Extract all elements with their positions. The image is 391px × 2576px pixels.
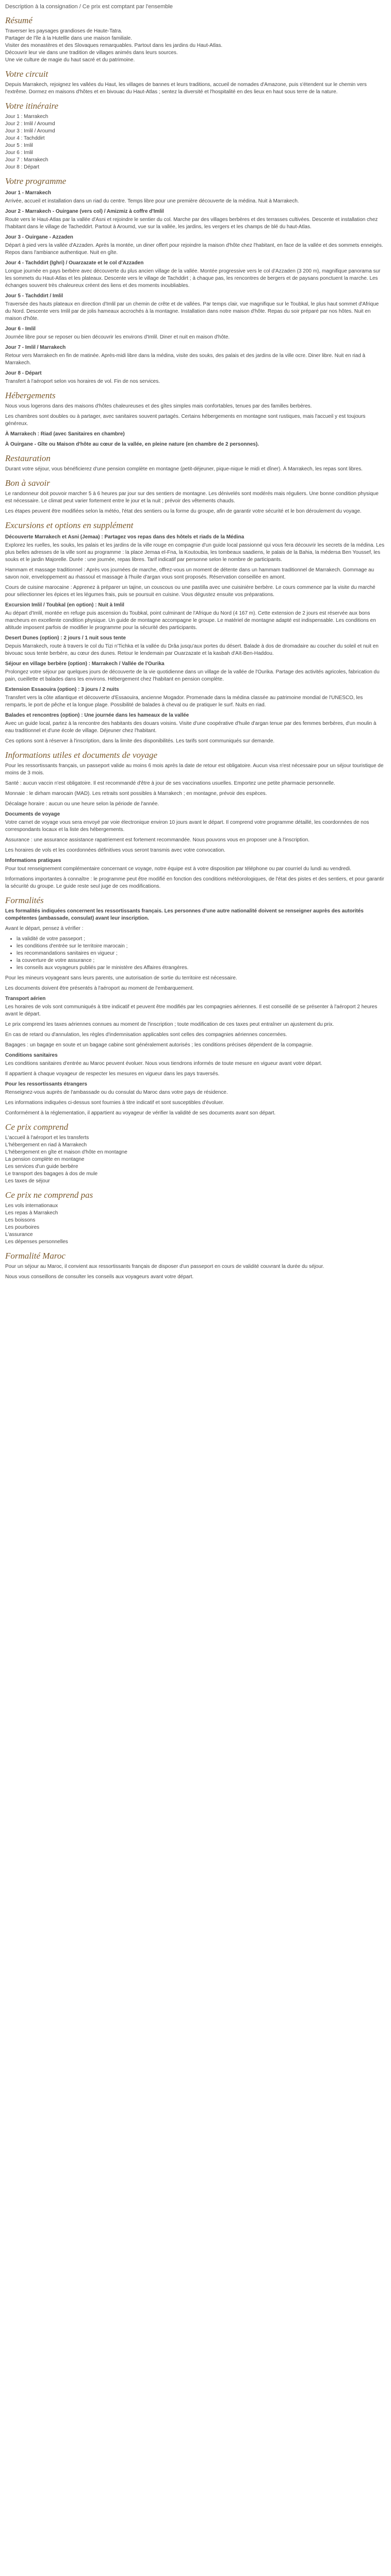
itineraire-item: Jour 7 : Marrakech [5, 157, 48, 163]
prix-comprend-item: L'hébergement en riad à Marrakech [5, 1142, 87, 1148]
programme-title: Votre programme [5, 176, 67, 186]
formalites-list-item: • les conditions d'entrée sur le territoire marocain ; [17, 943, 386, 950]
hebergements-section [5, 391, 386, 448]
formalites-list-item: • les conseils aux voyageurs publiés par le ministère des Affaires étrangères. [17, 964, 386, 972]
day-title: Jour 6 - Imlil [5, 326, 36, 332]
restauration-paragraph: Durant votre séjour, vous bénéficierez d'une pension complète en montagne (petit-déjeuner, pique-nique le midi et dîner). À Marrakech, les repas sont libres. [5, 466, 363, 472]
documents-paragraph: Les horaires de vols et les coordonnées définitives vous seront transmis avec votre convocation. [5, 848, 225, 853]
documents-paragraph: Votre carnet de voyage vous sera envoyé par voie électronique environ 10 jours avant le départ. Il comprend votre programme détaillé, les coordonnées de nos correspondants locaux et la liste des hébergements. [5, 820, 369, 833]
day-paragraph: Départ à pied vers la vallée d'Azzaden. Après la montée, un diner offert pour rejoindre la maison d'hôte chez l'habitant, en face de la vallée et des sommets enneigés. Repos dans l'ambiance authentique. Nuit en gîte. [5, 243, 383, 256]
excursions-section [5, 520, 386, 745]
formalites-after-paragraph: Les documents doivent être présentés à l'aéroport au moment de l'embarquement. [5, 986, 194, 991]
formalites-list-intro: Avant le départ, pensez à vérifier : [5, 926, 84, 931]
itineraire-item: Jour 6 : Imlil [5, 150, 33, 156]
bon-a-savoir-paragraph: Les étapes peuvent être modifiées selon la météo, l'état des sentiers ou la forme du groupe, afin de garantir votre sécurité et le bon déroulement du voyage. [5, 509, 362, 514]
excursion-balade-paragraph: Ces options sont à réserver à l'inscription, dans la limite des disponibilités. Les tarifs sont communiqués sur demande. [5, 738, 275, 744]
informations-paragraph: Monnaie : le dirham marocain (MAD). Les retraits sont possibles à Marrakech ; en montagne, prévoir des espèces. [5, 791, 267, 796]
documents-paragraph: Assurance : une assurance assistance rapatriement est fortement recommandée. Nous pouvons vous en proposer une à l'inscription. [5, 837, 310, 843]
prix-comprend-item: La pension complète en montagne [5, 1157, 85, 1162]
excursion-essaouira-title: Extension Essaouira (option) : 3 jours / 2 nuits [5, 687, 119, 692]
itineraire-item: Jour 4 : Tachddirt [5, 135, 45, 141]
prix-non-comprend-item: Les pourboires [5, 1225, 40, 1230]
excursions-paragraph: Hammam et massage traditionnel : Après vos journées de marche, offrez-vous un moment de détente dans un hammam traditionnel de Marrakech. Gommage au savon noir, enveloppement au rhassoul et massage à l'huile d'argan vous sont proposés. Réservation conseillée en amont. [5, 567, 374, 580]
restauration-title: Restauration [5, 453, 51, 463]
prix-comprend-item: L'hébergement en gîte et maison d'hôte en montagne [5, 1149, 127, 1155]
formalite-maroc-section [5, 1251, 386, 1281]
etrangers-paragraph: Renseignez-vous auprès de l'ambassade ou du consulat du Maroc dans votre pays de résidence. [5, 1090, 228, 1095]
transport-paragraph: Le prix comprend les taxes aériennes connues au moment de l'inscription ; toute modification de ces taxes peut entraîner un ajustement du prix. [5, 1022, 334, 1027]
prix-comprend-item: Les services d'un guide berbère [5, 1164, 78, 1170]
circuit-section [5, 69, 386, 96]
prix-non-comprend-item: Les vols internationaux [5, 1203, 58, 1209]
day-title: Jour 5 - Tachddirt / Imlil [5, 293, 63, 299]
formalite-maroc-paragraph: Nous vous conseillons de consulter les conseils aux voyageurs avant votre départ. [5, 1274, 194, 1280]
excursions-intro: Découverte Marrakech et Asni (Jemaa) : Partagez vos repas dans des hôtels et riads de la Médina [5, 534, 245, 540]
excursion-circuit-title: Excursion Imlil / Toubkal (en option) : Nuit à Imlil [5, 602, 124, 608]
hebergements-paragraph: À Ouirgane - Gîte ou Maison d'hôte au cœur de la vallée, en pleine nature (en chambre de 2 personnes). [5, 442, 259, 447]
excursions-paragraph: Explorez les ruelles, les souks, les palais et les jardins de la ville rouge en compagnie d'un guide local passionné qui vous fera découvrir les secrets de la médina. Les plus belles adresses de la ville sont au programme : la place Jemaa el-Fna, la Koutoubia, les tombeaux saadiens, le palais de la Bahia, la médersa Ben Youssef, les souks et le jardin Majorelle. Durée : une journée, repas libres. Tarif indicatif par personne selon le nombre de participants. [5, 543, 385, 563]
day-title: Jour 1 - Marrakech [5, 190, 51, 196]
informations-paragraph: Décalage horaire : aucun ou une heure selon la période de l'année. [5, 801, 159, 807]
itineraire-section [5, 101, 386, 171]
excursion-balade-title: Balades et rencontres (option) : Une journée dans les hameaux de la vallée [5, 713, 189, 718]
etrangers-title: Pour les ressortissants étrangers [5, 1081, 87, 1087]
formalites-list-item: • la couverture de votre assurance ; [17, 957, 386, 964]
prix-comprend-title: Ce prix comprend [5, 1122, 69, 1132]
info-pratiques-paragraph: Pour tout renseignement complémentaire concernant ce voyage, notre équipe est à votre disposition par téléphone ou par courriel du lundi au vendredi. [5, 866, 351, 872]
prix-non-comprend-item: Les repas à Marrakech [5, 1210, 58, 1216]
info-pratiques-paragraph: Informations importantes à connaître : le programme peut être modifié en fonction des conditions météorologiques, de l'état des pistes et des sentiers, et pour garantir la sécurité du groupe. Le guide reste seul juge de ces modifications. [5, 876, 384, 889]
day-title: Jour 7 - Imlil / Marrakech [5, 345, 66, 350]
bon-a-savoir-section [5, 478, 386, 515]
hebergements-title: Hébergements [5, 391, 56, 400]
formalite-maroc-paragraph: Pour un séjour au Maroc, il convient aux ressortissants français de disposer d'un passeport en cours de validité couvrant la durée du séjour. [5, 1264, 324, 1269]
excursions-title: Excursions et options en supplément [5, 520, 134, 530]
day-paragraph: Arrivée, accueil et installation dans un riad du centre. Temps libre pour une première découverte de la médina. Nuit à Marrakech. [5, 198, 299, 204]
itineraire-item: Jour 1 : Marrakech [5, 114, 48, 120]
prix-non-comprend-section [5, 1190, 386, 1246]
formalites-after-paragraph: Pour les mineurs voyageant sans leurs parents, une autorisation de sortie du territoire est nécessaire. [5, 975, 237, 981]
formalites-title: Formalités [5, 895, 44, 905]
informations-paragraph: Pour les ressortissants français, un passeport valide au moins 6 mois après la date de retour est obligatoire. Aucun visa n'est nécessaire pour un séjour touristique de moins de 3 mois. [5, 763, 384, 776]
excursion-extra-title: Desert Dunes (option) : 2 jours / 1 nuit sous tente [5, 635, 126, 641]
formalites-section [5, 895, 386, 1117]
excursion-village-title: Séjour en village berbère (option) : Marrakech / Vallée de l'Ourika [5, 661, 165, 667]
hebergements-paragraph: Les chambres sont doubles ou à partager, avec sanitaires souvent partagés. Certains hébergements en montagne sont rustiques, mais l'accueil y est toujours généreux. [5, 414, 366, 427]
day-paragraph: Retour vers Marrakech en fin de matinée. Après-midi libre dans la médina, visite des souks, des palais et des jardins de la ville ocre. Diner libre. Nuit en riad à Marrakech. [5, 353, 366, 366]
itineraire-item: Jour 3 : Imlil / Aroumd [5, 128, 55, 134]
formalites-final-paragraph: Les informations indiquées ci-dessus sont fournies à titre indicatif et sont susceptibles d'évoluer. [5, 1100, 224, 1106]
day-title: Jour 3 - Ouirgane - Azzaden [5, 234, 73, 240]
itineraire-title: Votre itinéraire [5, 101, 59, 111]
resume-line: Traverser les paysages grandioses de Haute-Tatra. [5, 28, 122, 34]
transport-title: Transport aérien [5, 996, 46, 1002]
itineraire-item: Jour 5 : Imlil [5, 143, 33, 148]
prix-non-comprend-item: L'assurance [5, 1232, 33, 1238]
day-paragraph: Transfert à l'aéroport selon vos horaires de vol. Fin de nos services. [5, 379, 160, 384]
restauration-section [5, 453, 386, 473]
sanitaire-paragraph: Il appartient à chaque voyageur de respecter les mesures en vigueur dans les pays traversés. [5, 1071, 220, 1077]
circuit-title: Votre circuit [5, 69, 48, 79]
informations-title: Informations utiles et documents de voyage [5, 750, 158, 760]
excursions-paragraph: Cours de cuisine marocaine : Apprenez à préparer un tajine, un couscous ou une pastilla avec une cuisinière berbère. Le cours commence par la visite du marché pour sélectionner les épices et les légumes frais, puis se poursuit en cuisine. Vous dégustez ensuite vos préparations. [5, 585, 376, 598]
documents-title: Documents de voyage [5, 811, 60, 817]
excursion-balade-paragraph: Avec un guide local, partez à la rencontre des habitants des douars voisins. Visite d'une coopérative d'huile d'argan tenue par des femmes berbères, d'un moulin à eau traditionnel et d'une école de village. Déjeuner chez l'habitant. [5, 721, 377, 734]
header-line: Description à la consignation / Ce prix est comptant par l'ensemble [5, 4, 173, 10]
hebergements-paragraph: À Marrakech : Riad (avec Sanitaires en chambre) [5, 431, 125, 437]
informations-paragraph: Santé : aucun vaccin n'est obligatoire. Il est recommandé d'être à jour de ses vaccinations usuelles. Emportez une petite pharmacie personnelle. [5, 781, 335, 786]
day-paragraph: Route vers le Haut-Atlas par la vallée d'Asni et rejoindre le sentier du col. Marche par des villages berbères et des terrasses cultivées. Descente et installation chez l'habitant dans le village de Tacheddirt. Partout à Aroumd, vue sur la vallée, les jardins, les vergers et les champs de blé du haut-Atlas. [5, 217, 378, 230]
prix-comprend-item: Les taxes de séjour [5, 1178, 50, 1184]
prix-comprend-item: L'accueil à l'aéroport et les transferts [5, 1135, 89, 1141]
day-paragraph: Traversée des hauts plateaux en direction d'Imlil par un chemin de crête et de vallées. Par temps clair, vue magnifique sur le Toubkal, le plus haut sommet d'Afrique du Nord. Descente vers Imlil par de jolis hameaux accrochés à la montagne. Installation dans notre maison d'hôte. Repas du soir préparé par nos hôtes. Nuit en maison d'hôte. [5, 301, 379, 321]
resume-line: Partager de l'île à la Hutellle dans une maison familiale. [5, 36, 132, 41]
bon-a-savoir-paragraph: Le randonneur doit pouvoir marcher 5 à 6 heures par jour sur des sentiers de montagne. Les dénivelés sont modérés mais réguliers. Une bonne condition physique est nécessaire. Le climat peut varier fortement entre le jour et la nuit ; prévoir des vêtements chauds. [5, 491, 379, 504]
formalites-list-item: • les recommandations sanitaires en vigueur ; [17, 950, 386, 957]
info-pratiques-title: Informations pratiques [5, 858, 61, 863]
day-title: Jour 8 - Départ [5, 370, 42, 376]
formalites-paragraph: Les formalités indiquées concernent les ressortissants français. Les personnes d'une autre nationalité doivent se renseigner auprès des autorités compétentes (ambassade, consulat) avant leur inscription. [5, 908, 364, 921]
programme-section [5, 176, 386, 385]
prix-comprend-list [5, 1134, 386, 1185]
hebergements-paragraph: Nous vous logerons dans des maisons d'hôtes chaleureuses et des gîtes simples mais confortables, tenues par des familles berbères. [5, 403, 312, 409]
day-title: Jour 4 - Tachddirt (Ighri) / Ouarzazate et le col d'Azzaden [5, 260, 144, 266]
formalites-list-item: • la validité de votre passeport ; [17, 936, 386, 943]
prix-comprend-item: Le transport des bagages à dos de mule [5, 1171, 98, 1177]
prix-comprend-section [5, 1122, 386, 1185]
informations-section [5, 750, 386, 890]
itineraire-item: Jour 8 : Départ [5, 164, 40, 170]
prix-non-comprend-item: Les boissons [5, 1217, 36, 1223]
transport-paragraph: Bagages : un bagage en soute et un bagage cabine sont généralement autorisés ; les conditions précises dépendent de la compagnie. [5, 1042, 313, 1048]
excursion-circuit-paragraph: Au départ d'Imlil, montée en refuge puis ascension du Toubkal, point culminant de l'Afrique du Nord (4 167 m). Cette extension de 2 jours est réservée aux bons marcheurs en excellente condition physique. Un guide de montagne accompagne le groupe. Le matériel de montagne adapté est indispensable. Les conditions en altitude imposent parfois de modifier le programme pour la sécurité des participants. [5, 611, 376, 631]
transport-paragraph: En cas de retard ou d'annulation, les règles d'indemnisation applicables sont celles des compagnies aériennes concernées. [5, 1032, 287, 1038]
resume-section [5, 15, 386, 64]
bon-a-savoir-title: Bon à savoir [5, 478, 50, 488]
day-paragraph: Longue journée en pays berbère avec découverte du plus ancien village de la vallée. Montée progressive vers le col d'Azzaden (3 200 m), magnifique panorama sur les sommets du Haut-Atlas et les plateaux. Descente vers le village de Tachddirt ; à chaque pas, les rencontres de bergers et de paysans ponctuent la marche. Les échanges souvent très chaleureux créent des liens et des moments inoubliables. [5, 268, 381, 289]
excursion-essaouira-paragraph: Transfert vers la côte atlantique et découverte d'Essaouira, ancienne Mogador. Promenade dans la médina classée au patrimoine mondial de l'UNESCO, les remparts, le port de pêche et la longue plage. Possibilité de balades à cheval ou de pratiquer le surf. Nuits en riad. [5, 695, 363, 708]
day-title: Jour 2 - Marrakech - Ouirgane (vers col) / Amizmiz à coffre d'Imlil [5, 209, 164, 214]
resume-line: Une vie culture de magie du haut sacré et du patrimoine. [5, 57, 135, 63]
resume-line: Découvrir leur vie dans une tradition de villages animés dans leurs sources. [5, 50, 178, 56]
sanitaire-paragraph: Les conditions sanitaires d'entrée au Maroc peuvent évoluer. Nous vous tiendrons informés de toute mesure en vigueur avant votre départ. [5, 1061, 322, 1066]
resume-list [5, 28, 386, 64]
formalites-list [12, 936, 386, 972]
prix-non-comprend-item: Les dépenses personnelles [5, 1239, 68, 1245]
itineraire-item: Jour 2 : Imlil / Aroumd [5, 121, 55, 127]
circuit-paragraph: Depuis Marrakech, rejoignez les vallées du Haut, les villages de bannes et leurs traditions, accueil de nomades d'Amazone, puis s'étendent sur le chemin vers l'extrême. Dormez en maisons d'hôtes et en bivouac du Haut-Atlas ; sentez la diversité et l'hospitalité en des lieux en haut sous terre de la nature. [5, 82, 367, 95]
excursion-village-paragraph: Prolongez votre séjour par quelques jours de découverte de la vie quotidienne dans un village de la vallée de l'Ourika. Partage des activités agricoles, fabrication du pain, cueillette et balades dans les environs. Hébergement chez l'habitant en pension complète. [5, 669, 380, 682]
resume-title: Résumé [5, 15, 32, 25]
formalites-final-paragraph: Conformément à la réglementation, il appartient au voyageur de vérifier la validité de ses documents avant son départ. [5, 1110, 276, 1116]
transport-paragraph: Les horaires de vols sont communiqués à titre indicatif et peuvent être modifiés par les compagnies aériennes. Il est conseillé de se présenter à l'aéroport 2 heures avant le départ. [5, 1004, 378, 1017]
prix-non-comprend-title: Ce prix ne comprend pas [5, 1190, 93, 1200]
prix-non-comprend-list [5, 1202, 386, 1246]
sanitaire-title: Conditions sanitaires [5, 1053, 58, 1058]
day-paragraph: Journée libre pour se reposer ou bien découvrir les environs d'Imlil. Diner et nuit en maison d'hôte. [5, 334, 230, 340]
itineraire-list [5, 113, 386, 171]
formalite-maroc-title: Formalité Maroc [5, 1251, 66, 1261]
excursion-extra-paragraph: Depuis Marrakech, route à travers le col du Tizi n'Tichka et la vallée du Drâa jusqu'aux portes du désert. Balade à dos de dromadaire au coucher du soleil et nuit en bivouac sous tente berbère, au cœur des dunes. Retour le lendemain par Ouarzazate et la kasbah d'Aït-Ben-Haddou. [5, 643, 379, 656]
resume-line: Visiter des monastères et des Slovaques remarquables. Partout dans les jardins du Haut-Atlas. [5, 43, 223, 48]
